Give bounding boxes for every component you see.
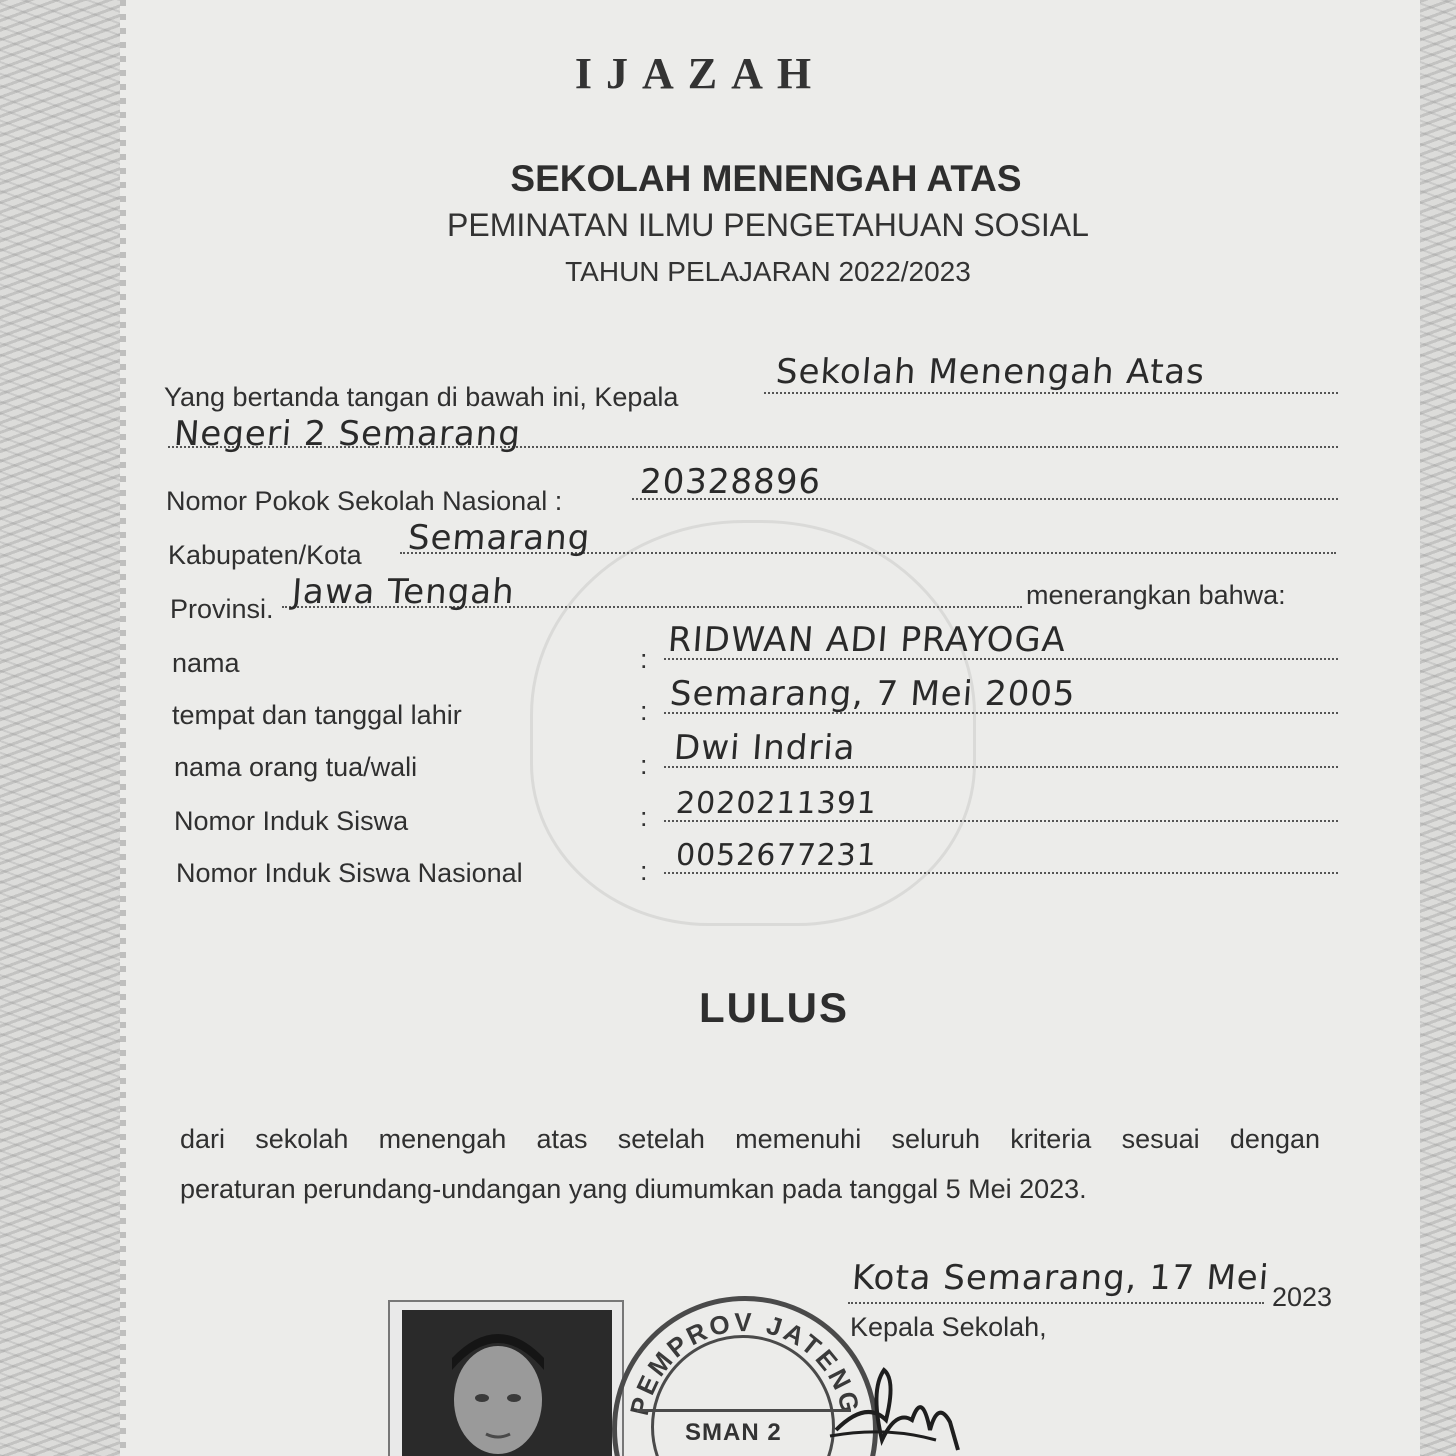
school-level-heading: SEKOLAH MENENGAH ATAS: [510, 158, 1022, 199]
dotted-line: [848, 1302, 1264, 1304]
ttl-label: tempat dan tanggal lahir: [172, 700, 462, 730]
stamp-arc-label: PEMPROV JATENG: [623, 1306, 867, 1419]
academic-year-heading: TAHUN PELAJARAN 2022/2023: [565, 256, 971, 287]
handwritten-signature: [826, 1360, 986, 1456]
result-heading: LULUS: [699, 984, 849, 1031]
signatory-label: Yang bertanda tangan di bawah ini, Kepala: [164, 382, 679, 412]
ortu-value: Dwi Indria: [672, 728, 858, 768]
ttl-value: Semarang, 7 Mei 2005: [668, 674, 1077, 714]
menerangkan-label: menerangkan bahwa:: [1026, 580, 1286, 610]
colon: :: [640, 750, 648, 780]
statement-line2: peraturan perundang-undangan yang diumumkan pada tanggal 5 Mei 2023.: [180, 1174, 1087, 1204]
nis-label: Nomor Induk Siswa: [174, 806, 409, 836]
school-name-line2: Negeri 2 Semarang: [172, 414, 523, 454]
nis-value: 2020211391: [674, 786, 879, 821]
kota-label: Kabupaten/Kota: [168, 540, 362, 570]
nisn-value: 0052677231: [674, 838, 879, 873]
signature-place-date: Kota Semarang, 17 Mei: [850, 1258, 1271, 1298]
ortu-label: nama orang tua/wali: [174, 752, 418, 782]
dotted-line: [764, 392, 1338, 394]
signature-year: 2023: [1272, 1282, 1333, 1312]
provinsi-value: Jawa Tengah: [290, 572, 517, 612]
statement-line1: dari sekolah menengah atas setelah memenuhi seluruh kriteria sesuai dengan: [180, 1124, 1320, 1154]
nama-value: RIDWAN ADI PRAYOGA: [666, 620, 1068, 660]
npsn-label: Nomor Pokok Sekolah Nasional :: [166, 486, 563, 516]
colon: :: [640, 856, 648, 886]
npsn-value: 20328896: [638, 462, 823, 502]
kota-value: Semarang: [406, 518, 592, 558]
school-name-line1: Sekolah Menengah Atas: [774, 352, 1207, 392]
colon: :: [640, 696, 648, 726]
nama-label: nama: [172, 648, 240, 678]
stamp-divider: [637, 1409, 851, 1412]
specialization-heading: PEMINATAN ILMU PENGETAHUAN SOSIAL: [447, 207, 1089, 243]
colon: :: [640, 802, 648, 832]
provinsi-label: Provinsi.: [170, 594, 274, 624]
certificate-title: IJAZAH: [574, 49, 826, 98]
portrait-silhouette: [402, 1310, 612, 1456]
colon: :: [640, 644, 648, 674]
student-photo: [388, 1300, 624, 1456]
nisn-label: Nomor Induk Siswa Nasional: [176, 858, 523, 888]
stamp-center-text: SMAN 2: [685, 1419, 782, 1446]
signature-role: Kepala Sekolah,: [850, 1312, 1047, 1342]
